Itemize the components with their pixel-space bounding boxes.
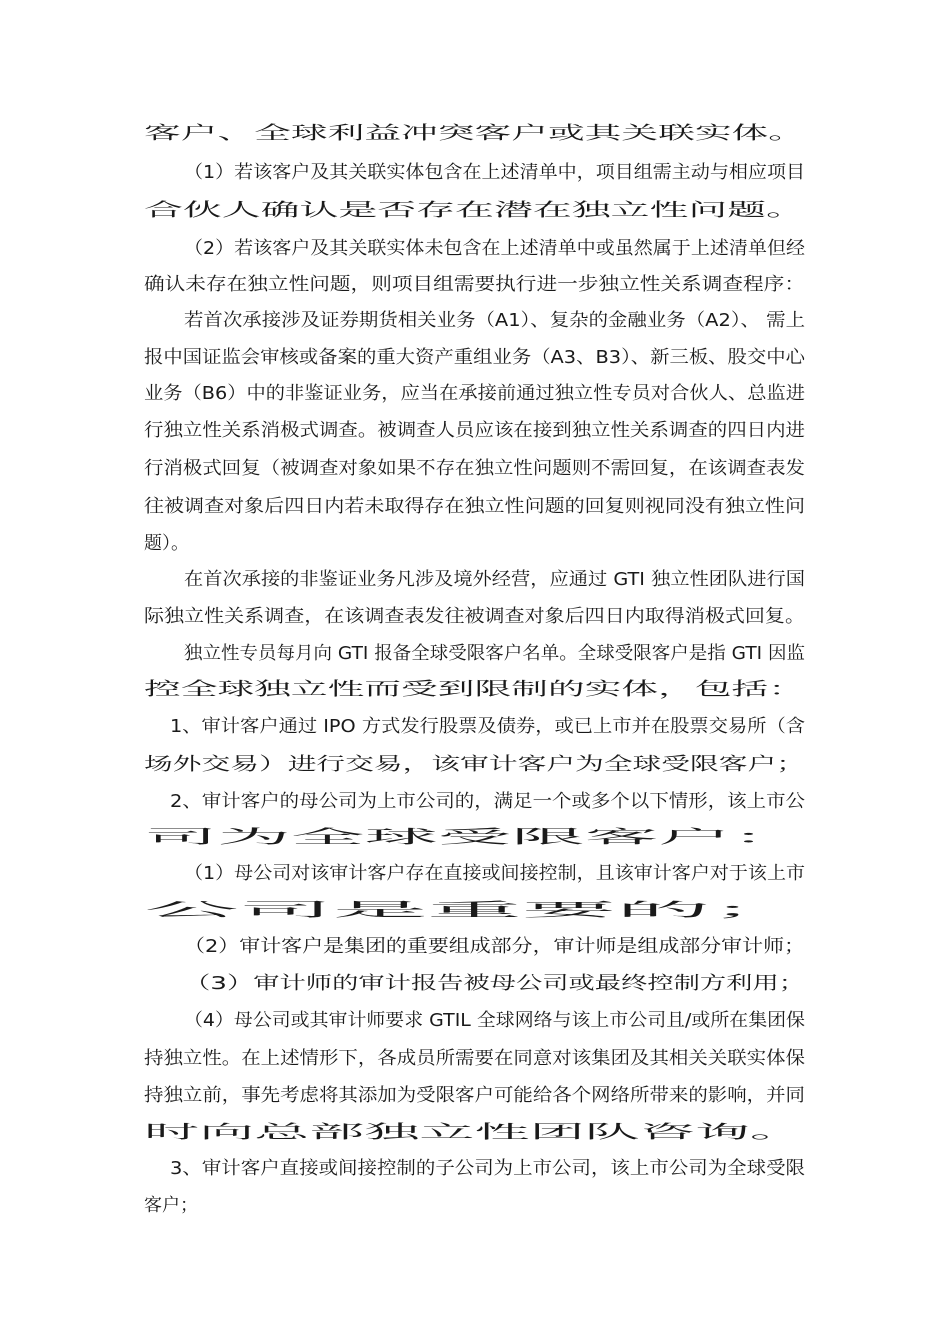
text-line (0, 747, 950, 783)
line-text: 确认未存在独立性问题，则项目组需要执行进一步独立性关系调查程序： (144, 274, 805, 295)
text-line (0, 1041, 950, 1077)
line-text: 往被调查对象后四日内若未取得存在独立性问题的回复则视同没有独立性问 (144, 496, 805, 517)
text-line (0, 672, 950, 708)
text-line (0, 1003, 950, 1039)
text-line (0, 636, 950, 672)
line-text: 若首次承接涉及证券期货相关业务（A1）、复杂的金融业务（A2）、 需上 (184, 310, 805, 331)
line-text: 行消极式回复（被调查对象如果不存在独立性问题则不需回复，在该调查表发 (144, 458, 805, 479)
text-line (0, 231, 950, 267)
text-line (0, 267, 950, 303)
line-text: （1）若该客户及其关联实体包含在上述清单中，项目组需主动与相应项目 (184, 162, 805, 183)
text-line (0, 489, 950, 525)
text-line (0, 929, 950, 965)
line-text: 客户、全球利益冲突客户或其关联实体。 (144, 123, 805, 144)
line-text: 司为全球受限客户： (144, 827, 805, 848)
line-text: 业务（B6）中的非鉴证业务，应当在承接前通过独立性专员对合伙人、总监进 (144, 383, 805, 404)
line-text: （3）审计师的审计报告被母公司或最终控制方利用； (184, 973, 805, 994)
text-line (0, 340, 950, 376)
text-line (0, 562, 950, 598)
line-text: （2）审计客户是集团的重要组成部分，审计师是组成部分审计师； (184, 936, 805, 957)
line-text: 际独立性关系调查，在该调查表发往被调查对象后四日内取得消极式回复。 (144, 606, 805, 627)
line-text: 合伙人确认是否存在潜在独立性问题。 (144, 200, 805, 221)
text-line (0, 1188, 950, 1224)
line-text: 场外交易）进行交易，该审计客户为全球受限客户； (144, 754, 805, 775)
line-text: 1、审计客户通过 IPO 方式发行股票及债券，或已上市并在股票交易所（含 (170, 716, 805, 737)
line-text: 客户； (144, 1195, 198, 1216)
text-line (0, 303, 950, 339)
line-text: 行独立性关系消极式调查。被调查人员应该在接到独立性关系调查的四日内进 (144, 420, 805, 441)
text-line (0, 155, 950, 191)
text-line (0, 526, 950, 562)
text-line (0, 856, 950, 892)
text-line (0, 376, 950, 412)
line-text: 时向总部独立性团队咨询。 (144, 1122, 805, 1143)
line-text: 2、审计客户的母公司为上市公司的，满足一个或多个以下情形，该上市公 (170, 791, 805, 812)
line-text: 在首次承接的非鉴证业务凡涉及境外经营，应通过 GTI 独立性团队进行国 (184, 569, 806, 590)
text-line (0, 709, 950, 745)
text-line (0, 784, 950, 820)
line-text: （4）母公司或其审计师要求 GTIL 全球网络与该上市公司且/或所在集团保 (184, 1010, 805, 1031)
text-line (0, 1151, 950, 1187)
text-line (0, 820, 950, 856)
text-line (0, 1115, 950, 1151)
text-line (0, 193, 950, 229)
line-text: （1）母公司对该审计客户存在直接或间接控制，且该审计客户对于该上市 (184, 863, 805, 884)
text-line (0, 893, 950, 929)
text-line (0, 599, 950, 635)
text-line (0, 966, 950, 1002)
line-text: 独立性专员每月向 GTI 报备全球受限客户名单。全球受限客户是指 GTI 因监 (184, 643, 805, 664)
line-text: 持独立性。在上述情形下，各成员所需要在同意对该集团及其相关关联实体保 (144, 1048, 805, 1069)
line-text: 公司是重要的； (144, 900, 805, 921)
line-text: （2）若该客户及其关联实体未包含在上述清单中或虽然属于上述清单但经 (184, 238, 805, 259)
line-text: 控全球独立性而受到限制的实体，包括： (144, 679, 805, 700)
text-line (0, 1078, 950, 1114)
text-line (0, 451, 950, 487)
line-text: 题）。 (144, 533, 189, 554)
line-text: 3、审计客户直接或间接控制的子公司为上市公司，该上市公司为全球受限 (170, 1158, 805, 1179)
text-line (0, 116, 950, 152)
line-text: 报中国证监会审核或备案的重大资产重组业务（A3、B3）、新三板、股交中心 (144, 347, 805, 368)
line-text: 持独立前，事先考虑将其添加为受限客户可能给各个网络所带来的影响，并同 (144, 1085, 805, 1106)
text-line (0, 413, 950, 449)
